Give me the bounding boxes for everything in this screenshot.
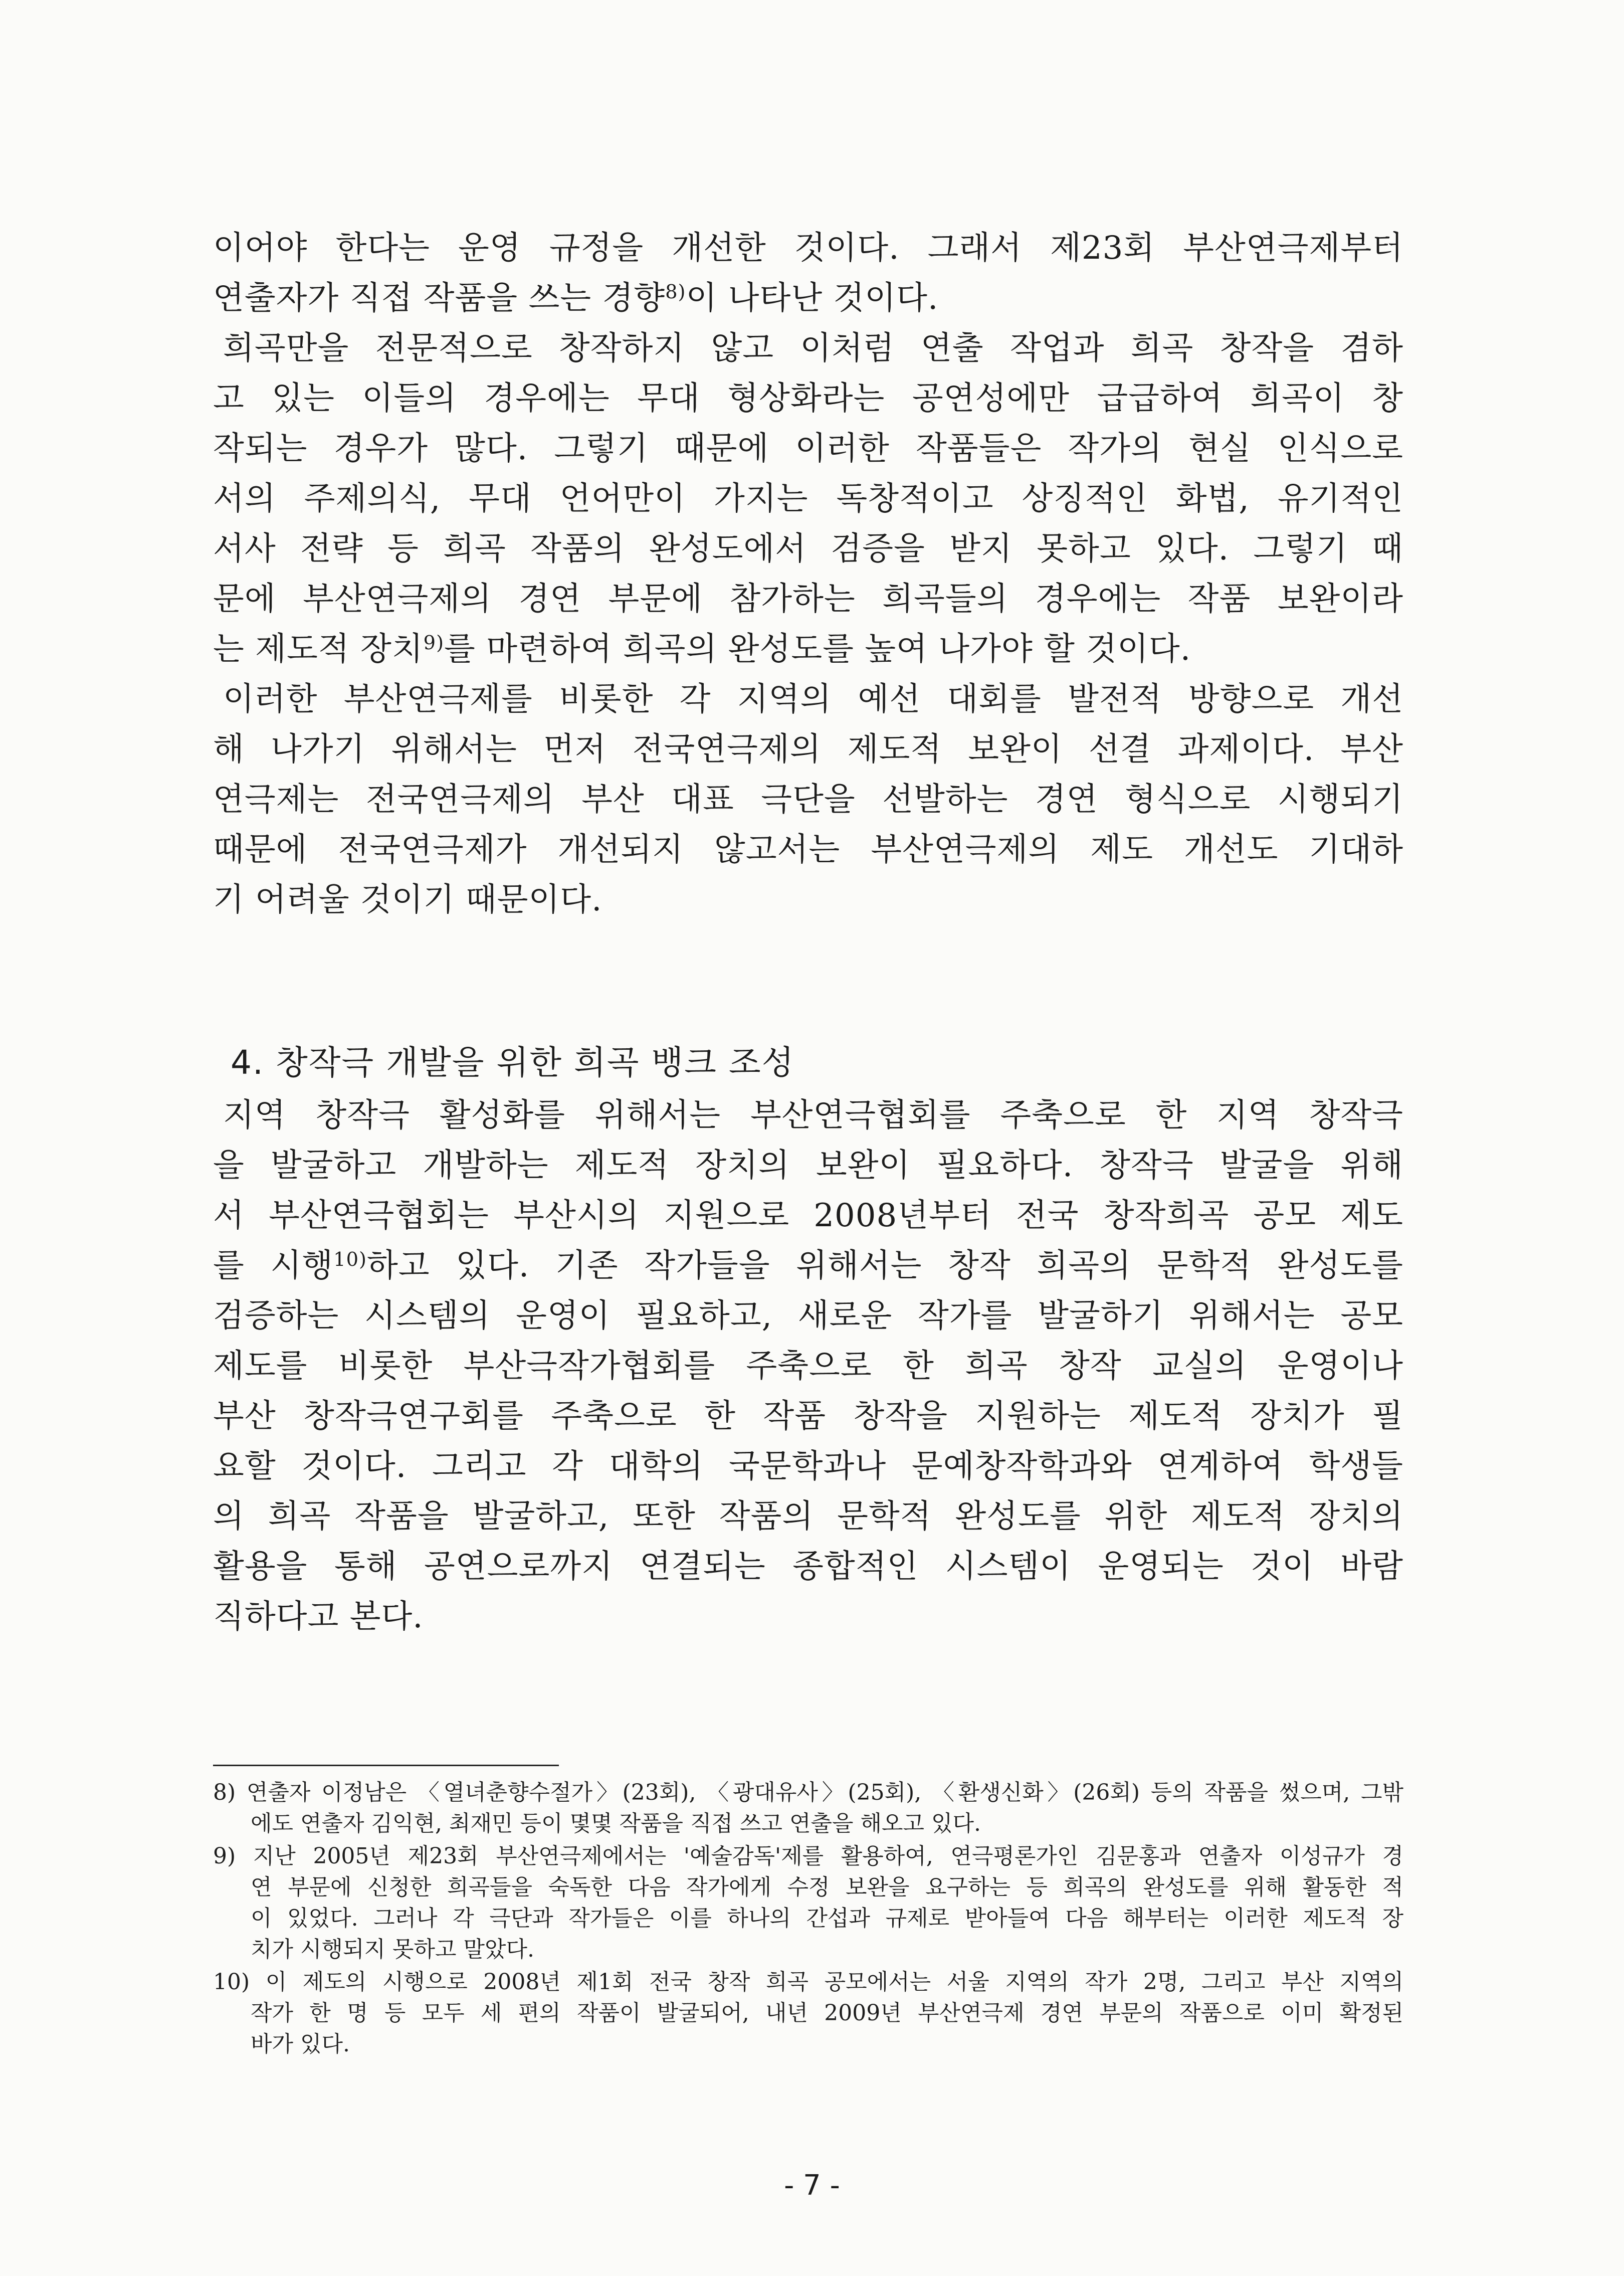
paragraph-2-line-7 (213, 624, 1403, 674)
paragraph-4-line-7: 부산 창작극연구회를 주축으로 한 작품 창작을 지원하는 제도적 장치가 필 (213, 1398, 1403, 1435)
paragraph-4-line-9: 의 희곡 작품을 발굴하고, 또한 작품의 문학적 완성도를 위한 제도적 장치의 (213, 1498, 1403, 1535)
paragraph-2-line-1: 희곡만을 전문적으로 창작하지 않고 이처럼 연출 작업과 희곡 창작을 겸하 (223, 330, 1403, 367)
paragraph-4-line-4 (213, 1241, 1403, 1291)
paragraph-4-line-11: 직하다고 본다. (213, 1598, 424, 1635)
footnote-ref-9: 9) (423, 631, 445, 654)
footnote-9-line-4: 치가 시행되지 못하고 말았다. (251, 1937, 534, 1962)
paragraph-2-line-6: 문에 부산연극제의 경연 부문에 참가하는 희곡들의 경우에는 작품 보완이라 (213, 581, 1403, 618)
paragraph-3-line-1: 이러한 부산연극제를 비롯한 각 지역의 예선 대회를 발전적 방향으로 개선 (223, 681, 1403, 718)
paragraph-4-line-8: 요할 것이다. 그리고 각 대학의 국문학과나 문예창작학과와 연계하여 학생들 (213, 1448, 1403, 1485)
paragraph-4-line-10: 활용을 통해 공연으로까지 연결되는 종합적인 시스템이 운영되는 것이 바람 (213, 1548, 1403, 1585)
footnote-9-line-2: 연 부문에 신청한 희곡들을 숙독한 다음 작가에게 수정 보완을 요구하는 등 희곡의 완성도를 위해 활동한 적 (251, 1874, 1403, 1900)
footnote-9-line-1: 9) 지난 2005년 제23회 부산연극제에서는 '예술감독'제를 활용하여, 연극평론가인 김문홍과 연출자 이성규가 경 (213, 1843, 1404, 1869)
text-segment: 를 마련하여 희곡의 완성도를 높여 나가야 할 것이다. (444, 631, 1191, 668)
footnote-10-line-3: 바가 있다. (251, 2031, 350, 2057)
footnote-10-line-1: 10) 이 제도의 시행으로 2008년 제1회 전국 창작 희곡 공모에서는 서울 지역의 작가 2명, 그리고 부산 지역의 (213, 1969, 1403, 1995)
paragraph-4-line-5: 검증하는 시스템의 운영이 필요하고, 새로운 작가를 발굴하기 위해서는 공모 (213, 1297, 1403, 1335)
text-segment: 연출자가 직접 작품을 쓰는 경향 (213, 280, 666, 317)
paragraph-2-line-3: 작되는 경우가 많다. 그렇기 때문에 이러한 작품들은 작가의 현실 인식으로 (213, 430, 1403, 467)
paragraph-2-line-2: 고 있는 이들의 경우에는 무대 형상화라는 공연성에만 급급하여 희곡이 창 (213, 380, 1403, 417)
text-segment: 는 제도적 장치 (213, 631, 424, 668)
paragraph-3-line-5: 기 어려울 것이기 때문이다. (213, 881, 602, 918)
paragraph-3-line-4: 때문에 전국연극제가 개선되지 않고서는 부산연극제의 제도 개선도 기대하 (213, 831, 1403, 868)
paragraph-1-line-2 (213, 273, 1403, 323)
paragraph-4-line-1: 지역 창작극 활성화를 위해서는 부산연극협회를 주축으로 한 지역 창작극 (223, 1097, 1403, 1134)
footnote-10-line-2: 작가 한 명 등 모두 세 편의 작품이 발굴되어, 내년 2009년 부산연극제 경연 부문의 작품으로 이미 확정된 (251, 2000, 1403, 2026)
text-segment: 하고 있다. 기존 작가들을 위해서는 창작 희곡의 문학적 완성도를 (366, 1247, 1403, 1284)
section-heading: 4. 창작극 개발을 위한 희곡 뱅크 조성 (231, 1043, 795, 1082)
footnote-ref-10: 10) (333, 1248, 367, 1271)
paragraph-3-line-2: 해 나가기 위해서는 먼저 전국연극제의 제도적 보완이 선결 과제이다. 부산 (213, 731, 1403, 768)
footnote-8-line-2: 에도 연출자 김익현, 최재민 등이 몇몇 작품을 직접 쓰고 연출을 해오고 있다. (251, 1811, 981, 1836)
page-number: - 7 - (784, 2169, 840, 2202)
paragraph-4-line-6: 제도를 비롯한 부산극작가협회를 주축으로 한 희곡 창작 교실의 운영이나 (213, 1348, 1403, 1385)
text-segment: 를 시행 (213, 1247, 334, 1284)
paragraph-1-line-1: 이어야 한다는 운영 규정을 개선한 것이다. 그래서 제23회 부산연극제부터 (213, 230, 1403, 267)
footnote-9-line-3: 이 있었다. 그러나 각 극단과 작가들은 이를 하나의 간섭과 규제로 받아들여 다음 해부터는 이러한 제도적 장 (251, 1906, 1403, 1931)
footnote-divider (213, 1765, 559, 1766)
paragraph-3-line-3: 연극제는 전국연극제의 부산 대표 극단을 선발하는 경연 형식으로 시행되기 (213, 781, 1403, 818)
paragraph-2-line-5: 서사 전략 등 희곡 작품의 완성도에서 검증을 받지 못하고 있다. 그렇기 때 (213, 530, 1403, 567)
paragraph-2-line-4: 서의 주제의식, 무대 언어만이 가지는 독창적이고 상징적인 화법, 유기적인 (213, 480, 1403, 517)
footnote-ref-8: 8) (665, 280, 686, 303)
footnote-8-line-1: 8) 연출자 이정남은 〈열녀춘향수절가〉(23회), 〈광대유사〉(25회), 〈환생신화〉(26회) 등의 작품을 썼으며, 그밖 (213, 1780, 1403, 1805)
paragraph-4-line-3: 서 부산연극협회는 부산시의 지원으로 2008년부터 전국 창작희곡 공모 제도 (213, 1197, 1403, 1234)
text-segment: 이 나타난 것이다. (686, 280, 939, 317)
paragraph-4-line-2: 을 발굴하고 개발하는 제도적 장치의 보완이 필요하다. 창작극 발굴을 위해 (213, 1147, 1403, 1184)
